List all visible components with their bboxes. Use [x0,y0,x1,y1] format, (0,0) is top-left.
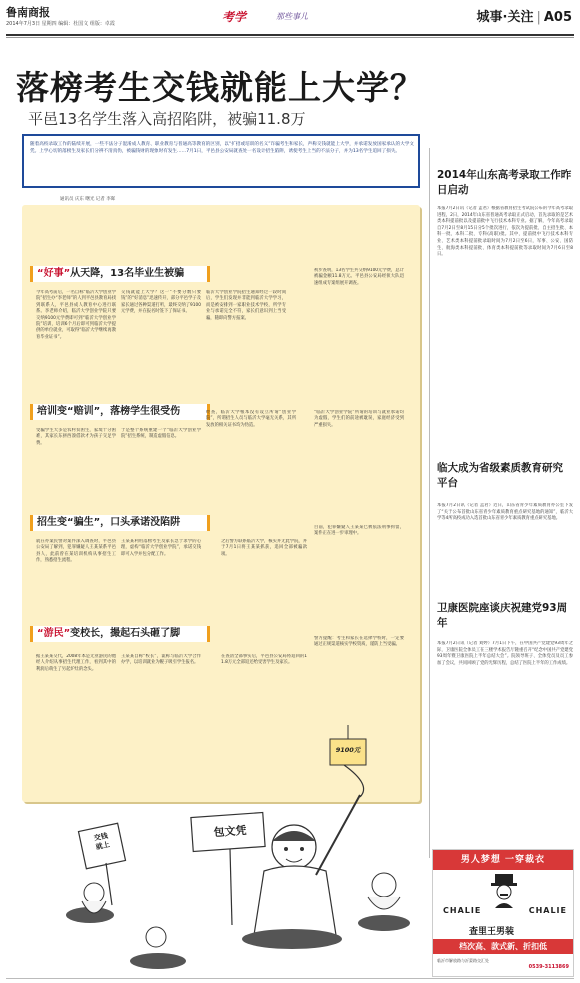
column-promo [218,8,378,26]
sidebar-story-1-title: 2014年山东高考录取工作昨日启动 [437,169,572,196]
byline: 通讯员 庆东 曙光 记者 李晖 [60,197,116,202]
section-header [477,6,573,25]
section-3-title: 招生变“骗生”，口头承诺没陷阱 [37,517,181,528]
ad-phone: 0539-3113869 [528,964,569,970]
lead-box [22,134,420,188]
advertisement[interactable] [432,849,574,977]
article-subhead: 平邑13名学生落入高招陷阱，被骗11.8万 [28,110,306,128]
ad-store-name: 查里王男装 [469,927,515,937]
page-number: A05 [543,10,572,25]
section-1-col-1: 今年高考前后，一名自称“临沂大学创业学院”招生办“李老师”的人到平邑县教育局找到联系人，平邑县成人教育中心进行联系。李老师介绍，临沂大学创业学院只要交纳9100元学费即可到“临沂大学创业学院”培训，培训6个月后即可到临沂大学提供的单位就业，可取得“临沂大学继续再教育毕业证书”。 [36,290,116,340]
ad-brand-left: CHALIE [443,906,482,915]
section-4-col-4: 警方提醒：考生和家长在选择学校时，一定要通过正规渠道核实学校资质，谨防上当受骗。 [314,636,404,648]
ad-slogan: 档次高、款式新、折扣低 [433,939,573,954]
cartoon-illustration [60,725,420,979]
section-2-title: 培训变“赔训”，落榜学生很受伤 [37,406,181,417]
section-1-title: 从天降，13名毕业生被骗 [70,268,185,279]
sign-center-text: 包文凭 [213,823,247,840]
section-4-title-quote: “游民” [37,628,71,639]
section-3-col-3: 之后警方联系临沂大学，核实并无此学院，并于7月1日将王某某抓获，追回全部被骗款项。 [221,539,307,557]
sign-left-text: 交钱 就上 [93,831,111,852]
section-4-col-1: 据王某某交代，2008年本是无业游民的他经人介绍从事招生代理工作，看到其中的利润后萌生了另起炉灶的念头。 [36,654,116,672]
ad-brand-right: CHALIE [528,906,567,915]
ad-banner: 男人梦想 一穿裁衣 [433,850,573,870]
section-3-col-2: 王某某利用落榜考生及家长急于求学的心理，虚构“临沂大学创业学院”，承诺交钱即可入学并包分配工作。 [121,539,201,557]
section-1-col-3: 临沂大学创业学院招生通知经过一段时间后，学生们发现并非能到临沂大学学习，而是被安排到一家职业技术学校，所学专业与承诺完全不符，家长们意识到上当受骗，随即向警方报案。 [206,290,286,321]
money-tag-text: 9100元 [335,746,361,754]
conman-figure [242,765,364,949]
right-boy-figure [358,873,410,931]
section-divider: | [536,10,541,25]
promo-sub-label: 那些事儿 [276,12,308,21]
section-name: 城事·关注 [476,10,534,25]
promo-main-label: 考学 [222,10,247,24]
section-4-col-3: 在查清全部事实后，平邑县公安局将追回的11.8万元全部返还给受害学生及家长。 [221,654,307,666]
section-banner-4 [30,626,210,642]
section-3-col-4: 目前，犯罪嫌疑人王某某已被依法刑事拘留，案件正在进一步审理中。 [314,525,404,537]
section-1-col-4: 初步查明，13名学生共交纳9100元学费，总计被骗金额11.8万元。平邑县公安局经侦大队迅速组成专案组展开调查。 [314,268,404,286]
section-4-col-2: 王某某自称“校长”，谎称与临沂大学合作办学，以培训就业为幌子吸引学生报名。 [121,654,201,666]
sidebar-story-2-body: 本报7月2日讯（记者 孟君）近日，山东省青少年素质教育办公室下发了“关于公布首批山东省青少年素质教育重点研究基地的通知”，临沂大学等4所高校成功入选首批山东省青少年素质教育重点研究基地。 [437,503,573,522]
section-2-col-4: “临沂大学创业学院”所谓的培训与就业承诺均为虚假，学生们的前途被耽误，家庭经济受到严重损失。 [314,410,404,428]
chaplin-logo-icon [489,872,519,908]
ad-address: 临沂市解放路与沂蒙路交汇处 [437,958,489,963]
footer-rule [6,978,574,979]
lead-paragraph: 随着高校录取工作的陆续开展，一些不法分子混淆成人教育、职业教育与普通高等教育的区别，以“扩招或培训的名义”诈骗考生和家长，声称交钱就能上大学，并承诺发放国家承认的大学文凭。上学心切的落榜生及家长们分辨不清真伪，被骗钱财的现象时有发生……7月1日，平邑县公安局就查处一名设计招生陷阱，诱使考生上当的不法分子，并为13名学生追回了损失。 [30,142,414,154]
section-banner-3 [30,515,210,531]
section-1-title-quote: “好事” [37,268,71,279]
newspaper-masthead: 鲁南商报 [6,6,50,19]
sidebar-story-2-title: 临大成为省级素质教育研究平台 [437,462,563,489]
section-2-col-1: 受骗学生大多是农村贫困生，家境十分困难，其家长东拼西凑借款才为孩子交足学费。 [36,428,116,446]
section-3-col-1: 就在办案民警对案件深入调查时，平邑县公安局了解到，犯罪嫌疑人王某某系平邑县人，此前曾在某培训机构从事招生工作，熟悉招生流程。 [36,539,116,564]
section-2-col-3: 经查，临沂大学根本没有设立所谓“创业学院”，所谓招生人员与临沂大学毫无关系，其所发放的相关证书均为伪造。 [206,410,296,428]
header-rule [6,34,574,36]
sidebar-story-3-title: 卫康医院座谈庆祝建党93周年 [437,602,568,629]
header-rule-thin [6,37,574,38]
column-divider [429,148,430,858]
section-banner-1 [30,266,210,282]
cartoon-drawing [60,725,420,979]
dateline: 2014年7月3日 星期四 编辑：杜国文 组版：卓霞 [6,21,115,27]
section-4-title: 变校长，撮起石头砸了脚 [70,628,181,639]
article-headline: 落榜考生交钱就能上大学？ [16,68,424,107]
sidebar-story-3-body: 本报7月2日讯（记者 刘婷）7月1日下午，在中国共产党建党93周年之际，卫康医院全体员工在三楼学术报告厅隆重召开“纪念中国共产党建党93周年暨卫康医院上半年总结大会”。院领导班子、全体党员及员工参加了会议，共同回顾了党的光辉历程，总结了医院上半年的工作成绩。 [437,641,573,666]
section-banner-2 [30,404,210,420]
bottom-boy-figure [130,927,186,969]
section-2-col-2: 于是整个系统重建一个“临沂大学创业学院”招生系统，制造虚假信息。 [121,428,201,440]
sidebar-story-1-body: 本报7月2日讯（记者 孟君）根据省教育招生考试院公布的今年高考录取进程，2日，2014年山东省普通高考录取正式启动，首先录取的是艺术类本科提前批以及提前批中飞行技术本科专业。据了解，今年高考录取自7月2日至8月15日分5个批次进行，依次为提前批、自主招生批、本科一批、本科二批、专科(高职)批。其中，提前批中飞行技术本科专业、艺术类本科提前批录取时间为7月2日至6日，军事、公安、国防生、航海类本科提前批、体育类本科提前批等录取时间为7月6日至8日。 [437,206,573,258]
section-1-col-2: 交钱就能上大学？这一“不要分数只要钱”的“好消息”迅速传开，部分平邑学子及家长通过各种渠道打听，最终交纳了9100元学费，并在报名时签下了保证书。 [121,290,201,315]
